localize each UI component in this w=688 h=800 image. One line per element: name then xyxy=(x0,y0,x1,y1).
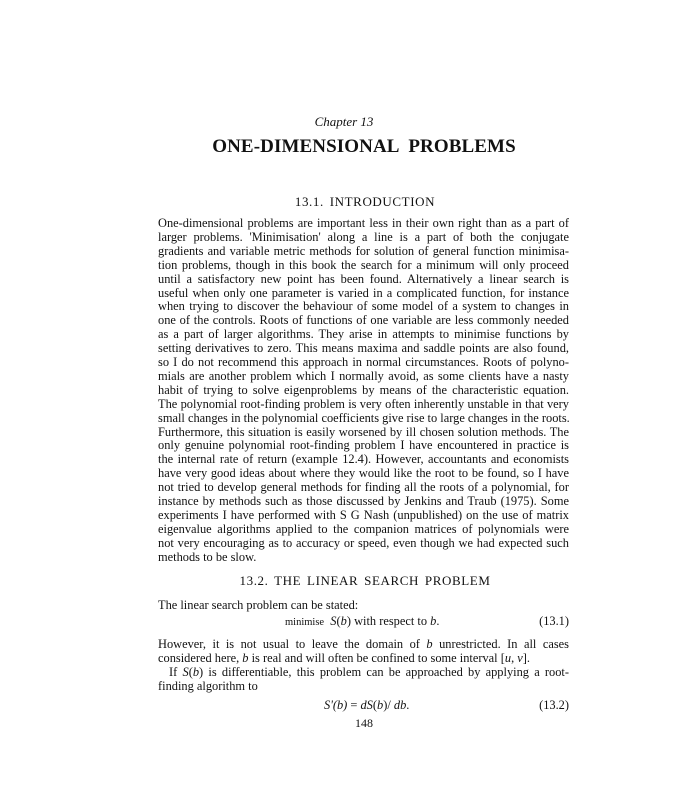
derivative-paragraph-line-1: If S(b) is differentiable, this problem can be approached by applying a root- xyxy=(169,665,569,679)
chapter-title: ONE-DIMENSIONAL PROBLEMS xyxy=(212,136,516,157)
introduction-line: one of the controls. Roots of functions of one variable are less commonly needed xyxy=(158,313,569,328)
domain-paragraph-line-1: However, it is not usual to leave the domain of b unrestricted. In all cases xyxy=(158,637,569,651)
equation-lhs: S'(b) xyxy=(324,698,348,712)
equation-rhs-numerator: dS xyxy=(360,698,373,712)
equation-rhs-denominator: db xyxy=(393,698,407,712)
introduction-line: so I do not recommend this approach in normal circumstances. Roots of polyno- xyxy=(158,355,569,369)
introduction-line: One-dimensional problems are important less in their own right than as a part of xyxy=(158,216,569,230)
introduction-line: tion problems, though in this book the search for a minimum will only proceed xyxy=(158,257,569,272)
introduction-line: the internal rate of return (example 12.4). However, accountants and economists xyxy=(158,452,569,467)
introduction-line: setting derivatives to zero. This means maxima and saddle points are also found, xyxy=(158,341,569,356)
chapter-label: Chapter 13 xyxy=(314,114,374,129)
introduction-line: as a part of larger algorithms. They arise in attempts to minimise functions by xyxy=(158,327,569,342)
introduction-line: experiments I have performed with S G Nash (unpublished) on the use of matrix xyxy=(158,507,569,522)
equation-rhs-argument: b xyxy=(377,698,384,712)
section-heading-introduction: 13.1. INTRODUCTION xyxy=(294,194,436,209)
equation-operator: minimise xyxy=(285,617,325,628)
introduction-line: The polynomial root-finding problem is very often inherently unstable in that very xyxy=(158,396,569,411)
page-number: 148 xyxy=(355,716,373,730)
equation-argument: b xyxy=(340,614,347,628)
introduction-line: methods to be slow. xyxy=(158,549,257,564)
introduction-line: when trying to discover the behaviour of some model of a system to changes in xyxy=(158,299,569,314)
introduction-line: useful when only one parameter is varied in a complicated function, for instance xyxy=(158,285,569,300)
derivative-paragraph-line-2: finding algorithm to xyxy=(158,679,258,693)
introduction-line: gradients and variable metric methods for solution of general function minimisa- xyxy=(158,243,569,258)
introduction-line: only genuine polynomial root-finding problem I have encountered in practice is xyxy=(158,438,569,453)
introduction-line: habit of trying to solve eigenproblems by means of the characteristic equation. xyxy=(158,382,569,397)
introduction-line: mials are another problem which I normally avoid, as some clients have a nasty xyxy=(158,368,569,383)
introduction-line: have very good ideas about where they would like the root to be found, so I have xyxy=(158,466,569,481)
equation-function: S xyxy=(330,614,337,628)
introduction-line: instance by methods such as those discussed by Jenkins and Traub (1975). Some xyxy=(158,494,569,508)
introduction-line: not tried to develop general methods for finding all the roots of a polynomial, for xyxy=(158,480,569,495)
equation-number-13-2: (13.2) xyxy=(539,698,569,712)
introduction-line: Furthermore, this situation is easily worsened by ill chosen solution methods. The xyxy=(158,424,569,439)
introduction-line: larger problems. 'Minimisation' along a line is a part of both the conjugate xyxy=(158,229,569,244)
introduction-line: not very encouraging as to accuracy or speed, even though we had expected such xyxy=(158,535,569,550)
introduction-line: eigenvalue algorithms applied to the companion matrices of polynomials were xyxy=(158,521,569,536)
equation-suffix: with respect to xyxy=(354,614,428,628)
equation-number-13-1: (13.1) xyxy=(539,614,569,628)
section-heading-linear-search: 13.2. THE LINEAR SEARCH PROBLEM xyxy=(239,573,491,588)
introduction-line: small changes in the polynomial coefficients give rise to large changes in the roots. xyxy=(158,410,570,425)
domain-paragraph-line-2: considered here, b is real and will often be confined to some interval [u, v]. xyxy=(158,651,530,665)
introduction-line: until a satisfactory new point has been found. Alternatively a linear search is xyxy=(158,271,569,286)
linear-search-intro-line: The linear search problem can be stated: xyxy=(158,598,359,612)
equation-variable: b xyxy=(430,614,437,628)
